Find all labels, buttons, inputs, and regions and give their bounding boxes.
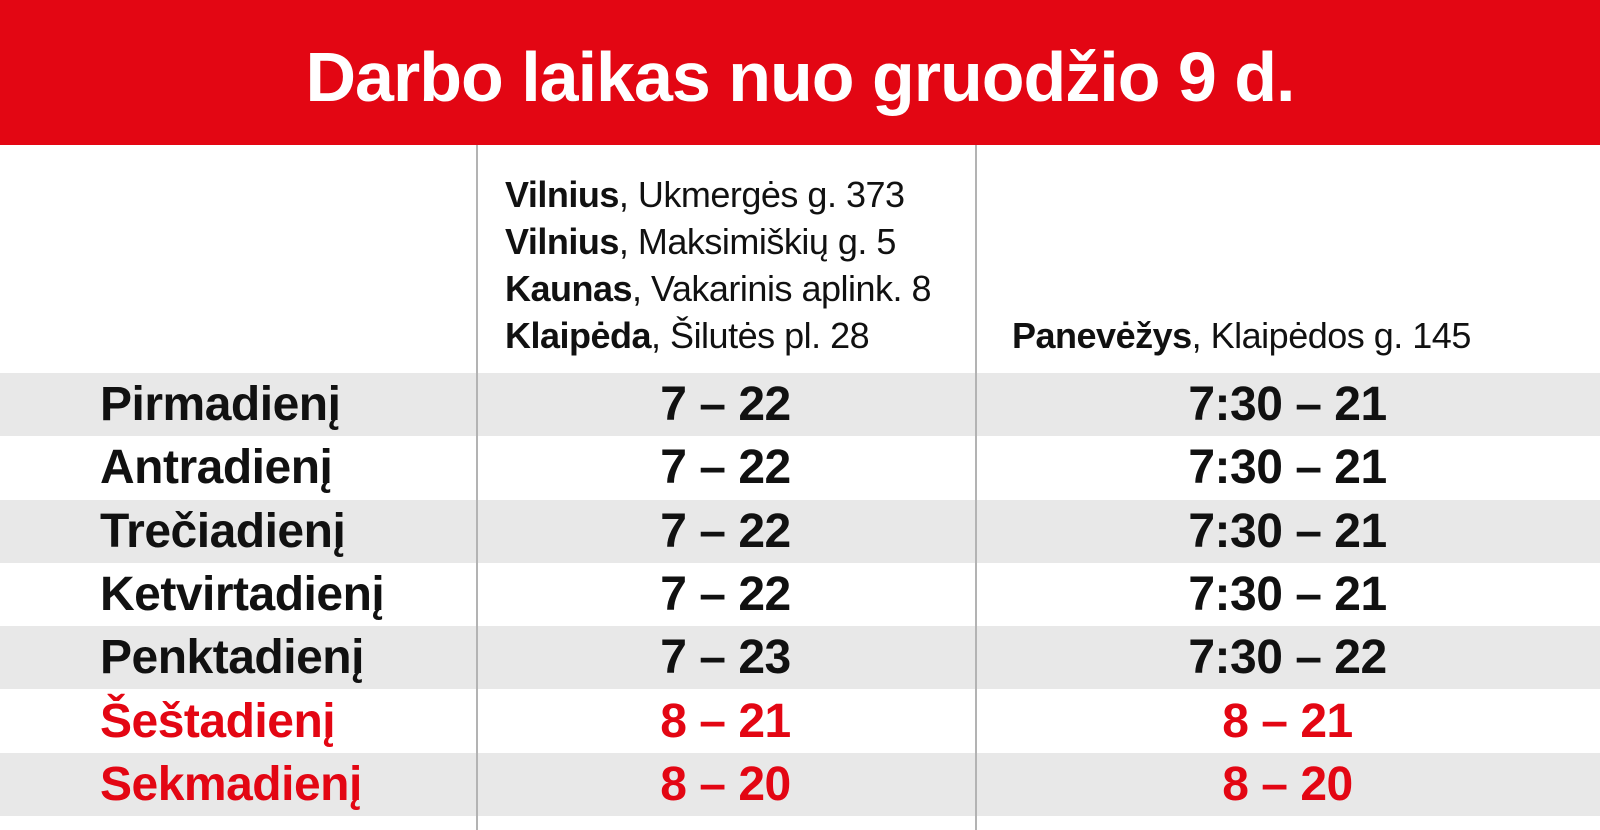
address-line — [505, 218, 971, 265]
city-name: Panevėžys — [1012, 315, 1192, 356]
street-address: , Šilutės pl. 28 — [651, 315, 870, 356]
street-address: , Ukmergės g. 373 — [618, 174, 905, 215]
day-label: Sekmadienį — [100, 757, 362, 811]
day-label: Pirmadienį — [100, 378, 341, 432]
hours-main: 8 – 21 — [660, 694, 791, 748]
table-row — [0, 563, 1600, 626]
day-label: Antradienį — [100, 441, 333, 495]
street-address: , Klaipėdos g. 145 — [1191, 315, 1471, 356]
day-label: Trečiadienį — [100, 504, 346, 558]
address-list-panevezys — [975, 312, 1600, 373]
address-line — [505, 171, 971, 218]
hours-main: 7 – 22 — [660, 568, 791, 622]
table-row — [0, 689, 1600, 752]
hours-main: 7 – 22 — [660, 441, 791, 495]
address-line — [505, 312, 971, 359]
column-divider-right — [975, 145, 977, 830]
day-label: Penktadienį — [100, 631, 364, 685]
table-row — [0, 373, 1600, 436]
column-headers — [0, 145, 1600, 373]
city-name: Kaunas — [505, 268, 633, 309]
hours-panevezys: 8 – 20 — [1222, 757, 1353, 811]
city-name: Vilnius — [505, 221, 619, 262]
banner — [0, 0, 1600, 145]
day-label: Šeštadienį — [100, 694, 336, 748]
store-group-panevezys-header — [975, 312, 1600, 373]
city-name: Klaipėda — [505, 315, 652, 356]
table-row — [0, 753, 1600, 816]
address-line — [505, 265, 971, 312]
hours-main: 7 – 22 — [660, 504, 791, 558]
hours-main: 7 – 22 — [660, 378, 791, 432]
address-list-main — [476, 171, 975, 373]
schedule-table — [0, 373, 1600, 816]
street-address: , Vakarinis aplink. 8 — [632, 268, 932, 309]
day-label: Ketvirtadienį — [100, 568, 385, 622]
table-row — [0, 626, 1600, 689]
hours-panevezys: 7:30 – 21 — [1188, 568, 1387, 622]
address-line — [1012, 312, 1596, 359]
store-group-main-header — [476, 171, 975, 373]
hours-panevezys: 7:30 – 21 — [1188, 441, 1387, 495]
hours-panevezys: 8 – 21 — [1222, 694, 1353, 748]
hours-panevezys: 7:30 – 21 — [1188, 504, 1387, 558]
hours-panevezys: 7:30 – 22 — [1188, 631, 1387, 685]
hours-main: 7 – 23 — [660, 631, 791, 685]
page-title: Darbo laikas nuo gruodžio 9 d. — [305, 37, 1295, 116]
hours-panevezys: 7:30 – 21 — [1188, 378, 1387, 432]
city-name: Vilnius — [505, 174, 619, 215]
street-address: , Maksimiškių g. 5 — [618, 221, 896, 262]
hours-main: 8 – 20 — [660, 757, 791, 811]
column-divider-left — [476, 145, 478, 830]
table-row — [0, 436, 1600, 499]
table-row — [0, 500, 1600, 563]
